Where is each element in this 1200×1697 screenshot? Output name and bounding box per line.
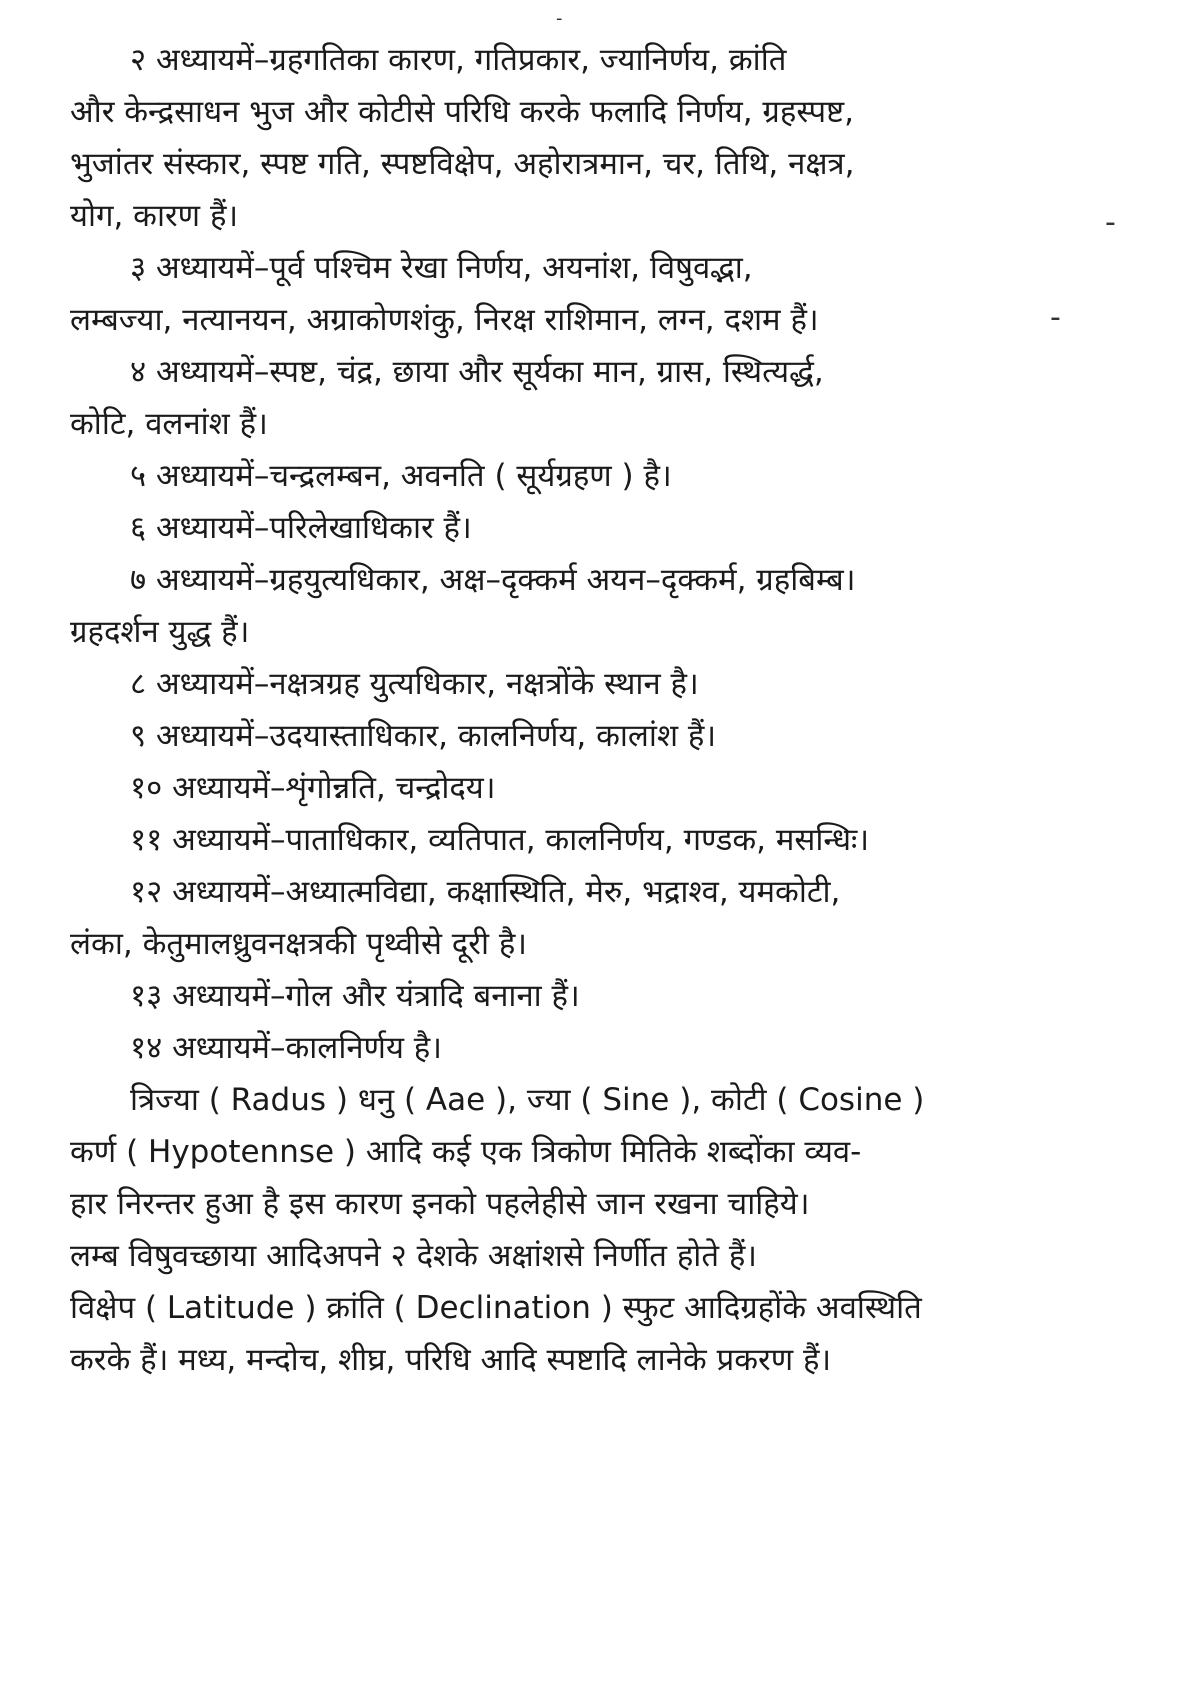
text-line: ६ अध्यायमें–परिलेखाधिकार हैं। [130,510,472,546]
text-line: लम्ब विषुवच्छाया आदिअपने २ देशके अक्षांशसे निर्णीत होते हैं। [70,1238,758,1274]
text-line: भुजांतर संस्कार, स्पष्ट गति, स्पष्टविक्षेप, अहोरात्रमान, चर, तिथि, नक्षत्र, [70,146,855,182]
text-line: १४ अध्यायमें–कालनिर्णय है। [130,1030,443,1066]
text-line: लम्बज्या, नत्यानयन, अग्राकोणशंकु, निरक्ष राशिमान, लग्न, दशम हैं। [70,302,819,338]
text-line: ४ अध्यायमें–स्पष्ट, चंद्र, छाया और सूर्यका मान, ग्रास, स्थित्यर्द्ध, [130,354,824,390]
text-line: ५ अध्यायमें–चन्द्रलम्बन, अवनति ( सूर्यग्रहण ) है। [130,458,672,494]
text-line: १० अध्यायमें–शृंगोन्नति, चन्द्रोदय। [130,770,496,806]
text-line: ७ अध्यायमें–ग्रहयुत्यधिकार, अक्ष–दृक्कर्म अयन–दृक्कर्म, ग्रहबिम्ब। [130,562,856,598]
text-line: २ अध्यायमें–ग्रहगतिका कारण, गतिप्रकार, ज्यानिर्णय, क्रांति [130,42,787,78]
text-line: त्रिज्या ( Radus ) धनु ( Aae ), ज्या ( Sine ), कोटी ( Cosine ) [130,1082,925,1118]
text-line: ८ अध्यायमें–नक्षत्रग्रह युत्यधिकार, नक्षत्रोंके स्थान है। [130,666,699,702]
text-line: कर्ण ( Hypotennse ) आदि कई एक त्रिकोण मितिके शब्दोंका व्यव- [70,1134,862,1170]
text-line: विक्षेप ( Latitude ) क्रांति ( Declination ) स्फुट आदिग्रहोंके अवस्थिति [70,1290,922,1326]
body-text [70,40,1090,1392]
margin-mark: - [1105,205,1116,240]
text-line: ११ अध्यायमें–पाताधिकार, व्यतिपात, कालनिर्णय, गण्डक, मसन्धिः। [130,822,870,858]
text-line: योग, कारण हैं। [70,198,239,234]
text-line: १३ अध्यायमें–गोल और यंत्रादि बनाना हैं। [130,978,580,1014]
text-line: ९ अध्यायमें–उदयास्ताधिकार, कालनिर्णय, कालांश हैं। [130,718,717,754]
text-line: करके हैं। मध्य, मन्दोच, शीघ्र, परिधि आदि स्पष्टादि लानेके प्रकरण हैं। [70,1342,832,1378]
text-line: और केन्द्रसाधन भुज और कोटीसे परिधि करके फलादि निर्णय, ग्रहस्पष्ट, [70,94,855,130]
top-margin-mark: - [556,8,563,29]
text-line: हार निरन्तर हुआ है इस कारण इनको पहलेहीसे जान रखना चाहिये। [70,1186,810,1222]
text-line: कोटि, वलनांश हैं। [70,406,268,442]
margin-mark: - [1050,300,1061,335]
text-line: ३ अध्यायमें–पूर्व पश्चिम रेखा निर्णय, अयनांश, विषुवद्भा, [130,250,753,286]
text-line: १२ अध्यायमें–अध्यात्मविद्या, कक्षास्थिति, मेरु, भद्राश्व, यमकोटी, [130,874,841,910]
text-line: लंका, केतुमालध्रुवनक्षत्रकी पृथ्वीसे दूरी है। [70,926,528,962]
text-line: ग्रहदर्शन युद्ध हैं। [70,614,250,650]
